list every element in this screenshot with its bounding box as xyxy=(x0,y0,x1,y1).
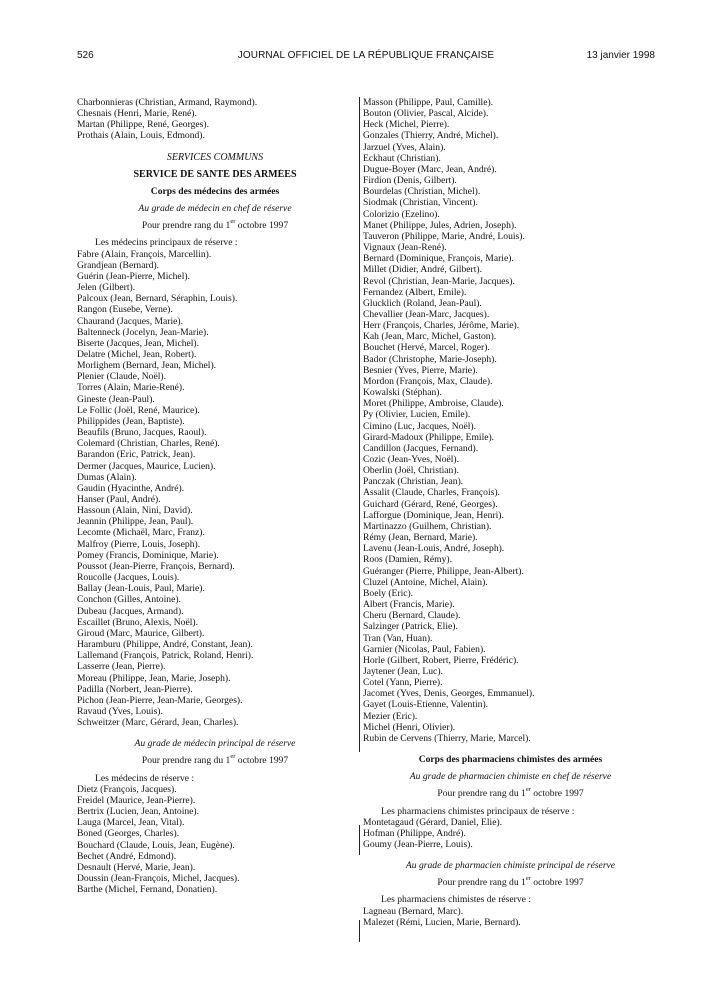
column-change-bar xyxy=(359,825,360,855)
name-entry: Py (Olivier, Lucien, Emile). xyxy=(363,409,471,421)
name-entry: Siodmak (Christian, Vincent). xyxy=(363,197,478,209)
name-entry: Dugue-Boyer (Marc, Jean, André). xyxy=(363,163,497,175)
name-entry: Mezier (Eric). xyxy=(363,710,418,722)
page-header xyxy=(77,50,655,64)
subsection-heading: Corps des pharmaciens chimistes des armées xyxy=(418,754,603,766)
name-entry: Girard-Madoux (Philippe, Emile). xyxy=(363,431,495,443)
name-entry: Horle (Gilbert, Robert, Pierre, Frédéric). xyxy=(363,654,519,666)
name-entry: Martan (Philippe, René, Georges). xyxy=(77,119,209,131)
name-entry: Revol (Christian, Jean-Marie, Jacques). xyxy=(363,275,515,287)
name-entry: Dietz (François, Jacques). xyxy=(77,783,177,795)
name-entry: Eckhaut (Christian). xyxy=(363,152,441,164)
name-entry: Freidel (Maurice, Jean-Pierre). xyxy=(77,794,196,806)
name-list xyxy=(363,97,658,744)
name-entry: Besnier (Yves, Pierre, Marie). xyxy=(363,364,478,376)
name-entry: Malfroy (Pierre, Louis, Joseph). xyxy=(77,538,201,550)
name-entry: Bouchet (Hervé, Marcel, Roger). xyxy=(363,342,490,354)
name-entry: Pichon (Jean-Pierre, Jean-Marie, Georges). xyxy=(77,694,243,706)
name-entry: Moreau (Philippe, Jean, Marie, Joseph). xyxy=(77,672,231,684)
name-entry: Cotel (Yann, Pierre). xyxy=(363,677,443,689)
grade-heading: Au grade de médecin principal de réserve xyxy=(134,738,296,750)
name-entry: Ravaud (Yves, Louis). xyxy=(77,705,163,717)
name-entry: Lecomte (Michaël, Marc, Franz). xyxy=(77,527,205,539)
name-entry: Baltenneck (Jocelyn, Jean-Marie). xyxy=(77,326,209,338)
name-entry: Martinazzo (Guilhem, Christian). xyxy=(363,520,492,532)
name-entry: Tauveron (Philippe, Marie, André, Louis). xyxy=(363,230,525,242)
name-entry: Doussin (Jean-François, Michel, Jacques). xyxy=(77,873,240,884)
name-entry: Rubin de Cervens (Thierry, Marie, Marcel). xyxy=(363,732,531,744)
name-entry: Vignaux (Jean-René). xyxy=(363,242,447,254)
list-intro: Les médecins principaux de réserve : xyxy=(95,237,238,249)
name-entry: Rémy (Jean, Bernard, Marie). xyxy=(363,532,478,544)
name-entry: Albert (Francis, Marie). xyxy=(363,599,455,611)
list-intro: Les pharmaciens chimistes principaux de réserve : xyxy=(381,805,575,817)
name-list xyxy=(363,817,658,850)
name-entry: Assalit (Claude, Charles, François). xyxy=(363,487,500,499)
name-entry: Malezet (Rémi, Lucien, Marie, Bernard). xyxy=(363,916,521,928)
name-entry: Gaudin (Hyacinthe, André). xyxy=(77,482,185,494)
rank-date: Pour prendre rang du 1er octobre 1997 xyxy=(141,220,289,232)
name-entry: Charbonnieras (Christian, Armand, Raymond). xyxy=(77,97,258,108)
name-entry: Jarzuel (Yves, Alain). xyxy=(363,141,446,153)
name-entry: Salzinger (Patrick, Elie). xyxy=(363,621,458,633)
name-entry: Plenier (Claude, Noël). xyxy=(77,371,166,383)
name-entry: Guéranger (Pierre, Philippe, Jean-Albert). xyxy=(363,565,524,577)
name-entry: Jaytener (Jean, Luc). xyxy=(363,665,443,677)
list-intro: Les médecins de réserve : xyxy=(95,772,195,784)
name-entry: Chevallier (Jean-Marc, Jacques). xyxy=(363,308,490,320)
name-entry: Fernandez (Albert, Emile). xyxy=(363,286,467,298)
name-entry: Glucklich (Roland, Jean-Paul). xyxy=(363,297,482,309)
name-entry: Giroud (Marc, Maurice, Gilbert). xyxy=(77,627,205,639)
name-entry: Bador (Christophe, Marie-Joseph). xyxy=(363,353,497,365)
name-entry: Colemard (Christian, Charles, René). xyxy=(77,438,220,450)
name-entry: Grandjean (Bernard). xyxy=(77,259,160,271)
name-entry: Palcoux (Jean, Bernard, Séraphin, Louis). xyxy=(77,293,238,305)
name-entry: Gonzales (Thierry, André, Michel). xyxy=(363,130,499,142)
name-entry: Lauga (Marcel, Jean, Vital). xyxy=(77,817,185,829)
name-entry: Poussot (Jean-Pierre, François, Bernard). xyxy=(77,560,235,572)
name-entry: Morlighem (Bernard, Jean, Michel). xyxy=(77,360,217,372)
name-entry: Fabre (Alain, François, Marcellin). xyxy=(77,248,212,260)
name-entry: Prothais (Alain, Louis, Edmond). xyxy=(77,130,205,142)
name-entry: Chaurand (Jacques, Marie). xyxy=(77,315,184,327)
name-entry: Boned (Georges, Charles). xyxy=(77,828,180,840)
name-entry: Barandon (Eric, Patrick, Jean). xyxy=(77,449,196,461)
right-column xyxy=(363,97,658,928)
name-entry: Lasserre (Jean, Pierre). xyxy=(77,661,166,673)
name-entry: Cimino (Luc, Jacques, Noël). xyxy=(363,420,476,432)
name-entry: Guichard (Gérard, René, Georges). xyxy=(363,498,498,510)
name-entry: Ballay (Jean-Louis, Paul, Marie). xyxy=(77,583,205,595)
name-list xyxy=(77,249,353,729)
name-entry: Le Follic (Joël, René, Maurice). xyxy=(77,404,200,416)
name-entry: Oberlin (Joël, Christian). xyxy=(363,465,459,477)
name-entry: Guérin (Jean-Pierre, Michel). xyxy=(77,270,190,282)
name-entry: Padilla (Norbert, Jean-Pierre). xyxy=(77,683,193,695)
name-entry: Panczak (Christian, Jean). xyxy=(363,476,464,488)
grade-heading: Au grade de pharmacien chimiste principal de réserve xyxy=(405,860,616,872)
name-entry: Chesnais (Henri, Marie, René). xyxy=(77,108,197,120)
name-entry: Roucolle (Jacques, Louis). xyxy=(77,572,180,584)
name-entry: Jacomet (Yves, Denis, Georges, Emmanuel). xyxy=(363,688,535,700)
section-heading: SERVICE DE SANTÉ DES ARMÉES xyxy=(133,168,297,180)
publication-date: 13 janvier 1998 xyxy=(586,50,655,61)
name-entry: Garnier (Nicolas, Paul, Fabien). xyxy=(363,643,486,655)
name-entry: Beaufils (Bruno, Jacques, Raoul). xyxy=(77,427,207,439)
name-entry: Hassoun (Alain, Nini, David). xyxy=(77,505,193,517)
name-entry: Lallemand (François, Patrick, Roland, Henri). xyxy=(77,650,254,662)
name-entry: Dermer (Jacques, Maurice, Lucien). xyxy=(77,460,216,472)
name-entry: Delatre (Michel, Jean, Robert). xyxy=(77,348,197,360)
name-entry: Conchon (Gilles, Antoine). xyxy=(77,594,181,606)
name-entry: Schweitzer (Marc, Gérard, Jean, Charles). xyxy=(77,717,239,729)
name-entry: Desnault (Hervé, Marie, Jean). xyxy=(77,861,196,873)
journal-title: JOURNAL OFFICIEL DE LA RÉPUBLIQUE FRANÇAISE xyxy=(237,50,495,61)
name-entry: Heck (Michel, Pierre). xyxy=(363,119,450,131)
name-entry: Bourdelas (Christian, Michel). xyxy=(363,186,481,198)
name-entry: Pomey (Francis, Dominique, Marie). xyxy=(77,549,219,561)
name-entry: Boely (Eric). xyxy=(363,587,414,599)
name-entry: Moret (Philippe, Ambroise, Claude). xyxy=(363,398,504,410)
name-entry: Bernard (Dominique, François, Marie). xyxy=(363,253,514,265)
name-entry: Cluzel (Antoine, Michel, Alain). xyxy=(363,576,488,588)
left-column xyxy=(77,97,353,895)
name-entry: Hofman (Philippe, André). xyxy=(363,827,466,839)
grade-heading: Au grade de pharmacien chimiste en chef de réserve xyxy=(409,771,612,783)
name-list xyxy=(77,97,353,142)
name-entry: Biserte (Jacques, Jean, Michel). xyxy=(77,337,200,349)
name-entry: Cheru (Bernard, Claude). xyxy=(363,610,461,622)
list-intro: Les pharmaciens chimistes de réserve : xyxy=(381,894,531,906)
name-entry: Rangon (Eusebe, Verne). xyxy=(77,304,173,316)
grade-heading: Au grade de médecin en chef de réserve xyxy=(138,203,292,215)
rank-date: Pour prendre rang du 1er octobre 1997 xyxy=(437,877,584,889)
name-entry: Roos (Damien, Rémy). xyxy=(363,554,452,566)
name-entry: Escaillet (Bruno, Alexis, Noël). xyxy=(77,616,198,628)
rank-date: Pour prendre rang du 1er octobre 1997 xyxy=(141,755,289,767)
name-entry: Haramburu (Philippe, André, Constant, Jean). xyxy=(77,639,253,651)
name-entry: Lavenu (Jean-Louis, André, Joseph). xyxy=(363,543,505,555)
name-entry: Masson (Philippe, Paul, Camille). xyxy=(363,97,494,108)
name-entry: Millet (Didier, André, Gilbert). xyxy=(363,264,482,276)
name-entry: Torres (Alain, Marie-René). xyxy=(77,382,185,394)
name-entry: Bouchard (Claude, Louis, Jean, Eugène). xyxy=(77,839,235,851)
name-entry: Bertrix (Lucien, Jean, Antoine). xyxy=(77,806,200,818)
name-entry: Michel (Henri, Olivier). xyxy=(363,721,456,733)
name-entry: Colorizio (Ezelino). xyxy=(363,208,440,220)
column-change-bar xyxy=(359,97,360,752)
name-entry: Mordon (François, Max, Claude). xyxy=(363,375,493,387)
name-entry: Gineste (Jean-Paul). xyxy=(77,393,155,405)
name-entry: Firdion (Denis, Gilbert). xyxy=(363,175,457,187)
name-entry: Goumy (Jean-Pierre, Louis). xyxy=(363,839,473,850)
name-list xyxy=(77,784,353,896)
subsection-heading: Corps des médecins des armées xyxy=(150,185,280,197)
name-entry: Barthe (Michel, Fernand, Donatien). xyxy=(77,884,218,896)
name-entry: Jeannin (Philippe, Jean, Paul). xyxy=(77,516,194,528)
section-heading: SERVICES COMMUNS xyxy=(166,151,264,163)
name-entry: Jelen (Gilbert). xyxy=(77,282,136,294)
name-entry: Dubeau (Jacques, Armand). xyxy=(77,605,184,617)
name-entry: Kowalski (Stéphan). xyxy=(363,387,442,399)
name-entry: Bechet (André, Edmond). xyxy=(77,850,177,862)
name-entry: Tran (Van, Huan). xyxy=(363,632,433,644)
name-entry: Lagneau (Bernard, Marc). xyxy=(363,905,464,917)
name-entry: Manet (Philippe, Jules, Adrien, Joseph). xyxy=(363,219,517,231)
name-entry: Kah (Jean, Marc, Michel, Gaston). xyxy=(363,331,497,343)
column-change-bar xyxy=(359,920,360,942)
name-entry: Lafforgue (Dominique, Jean, Henri). xyxy=(363,509,504,521)
name-entry: Montetagaud (Gérard, Daniel, Elie). xyxy=(363,816,503,828)
rank-date: Pour prendre rang du 1er octobre 1997 xyxy=(437,788,584,800)
name-entry: Bouton (Olivier, Pascal, Alcide). xyxy=(363,108,489,120)
name-entry: Cozic (Jean-Yves, Noël). xyxy=(363,454,460,465)
name-list xyxy=(363,906,658,928)
name-entry: Gayet (Louis-Etienne, Valentin). xyxy=(363,699,489,711)
name-entry: Herr (François, Charles, Jérôme, Marie). xyxy=(363,320,520,332)
name-entry: Philippides (Jean, Baptiste). xyxy=(77,415,185,427)
name-entry: Candillon (Jacques, Fernand). xyxy=(363,442,479,454)
name-entry: Hanser (Paul, André). xyxy=(77,494,161,505)
name-entry: Dumas (Alain). xyxy=(77,471,137,483)
page-number: 526 xyxy=(77,50,94,61)
